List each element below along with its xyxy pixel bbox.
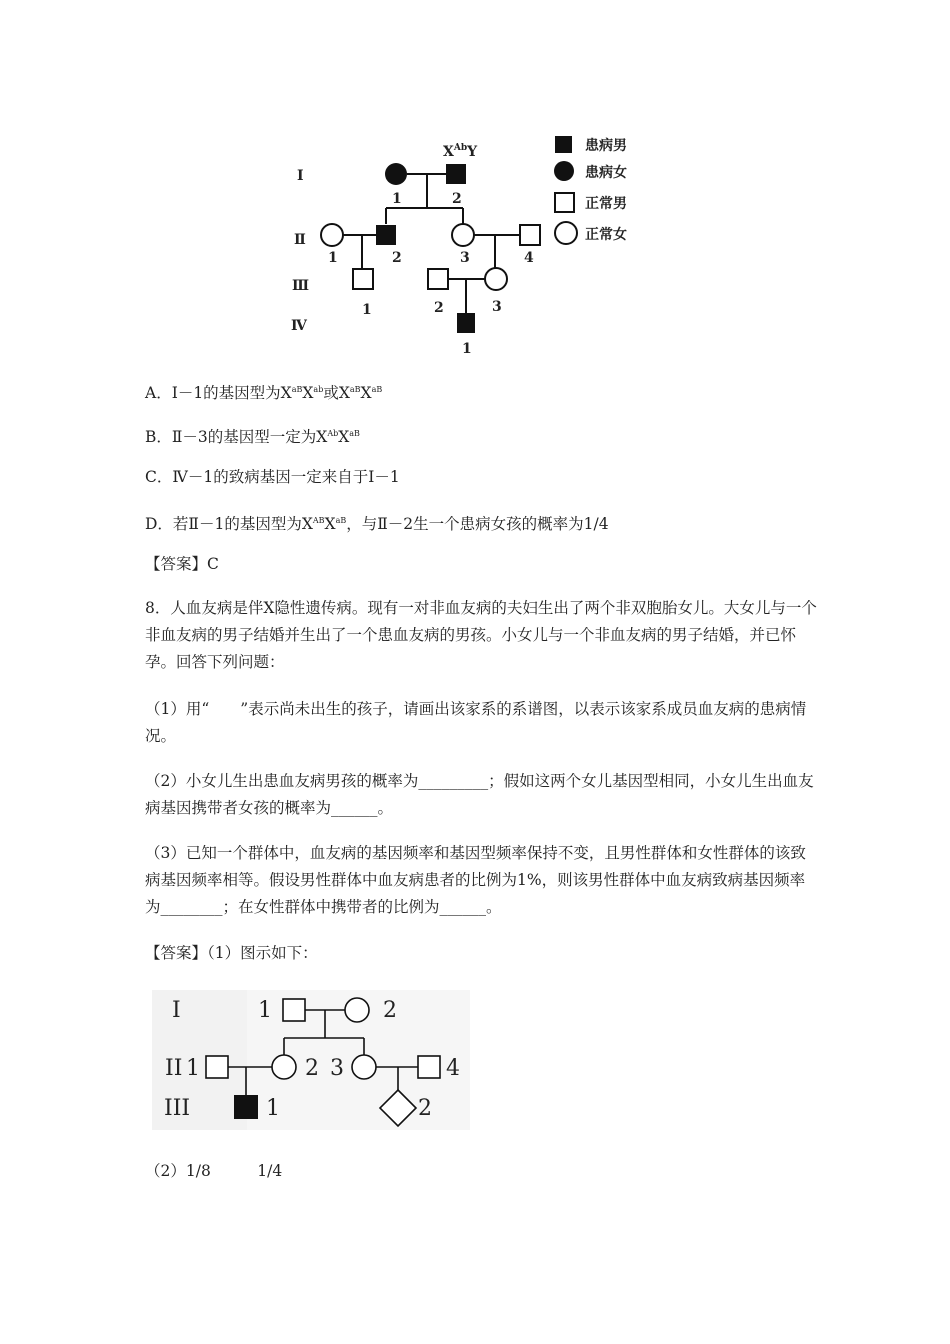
label-II3: 3 bbox=[330, 1056, 344, 1081]
num-I2: 2 bbox=[452, 191, 462, 207]
num-III3: 3 bbox=[492, 299, 502, 315]
question-8-part-1: （1）用“ ”表示尚未出生的孩子，请画出该家系的系谱图，以表示该家系成员血友病的患病情况。 bbox=[145, 700, 807, 745]
legend-normal-female: 正常女 bbox=[585, 227, 627, 243]
gen-label-IV: Ⅳ bbox=[291, 318, 307, 334]
answer-7: 【答案】C bbox=[145, 555, 219, 573]
II-3-normal-female bbox=[452, 224, 474, 246]
II-3-normal-female bbox=[352, 1055, 376, 1079]
I-2-affected-male bbox=[446, 164, 466, 184]
label-III1: 1 bbox=[266, 1096, 280, 1121]
II-4-normal-male bbox=[520, 225, 540, 245]
gen-label-I: I bbox=[297, 168, 304, 184]
question-8-part-2: （2）小女儿生出患血友病男孩的概率为_________；假如这两个女儿基因型相同，小女儿生出血友病基因携带者女孩的概率为______。 bbox=[145, 772, 814, 817]
gen-label-I: I bbox=[172, 998, 181, 1023]
gen-label-III: III bbox=[164, 1096, 191, 1121]
II-2-affected-male bbox=[376, 225, 396, 245]
gen-label-II: II bbox=[165, 1056, 183, 1081]
II-1-normal-female bbox=[321, 224, 343, 246]
gen-label-III: Ⅲ bbox=[292, 278, 310, 294]
II-1-normal-male bbox=[206, 1056, 228, 1078]
legend-affected-female-icon bbox=[554, 161, 574, 181]
I-1-affected-female bbox=[385, 163, 407, 185]
question-8-stem: 8．人血友病是伴X隐性遗传病。现有一对非血友病的夫妇生出了两个非双胞胎女儿。大女儿与一个非血友病的男子结婚并生出了一个患血友病的男孩。小女儿与一个非血友病的男子结婚，并已怀孕。回答下列问题： bbox=[145, 599, 817, 671]
II-2-normal-female bbox=[272, 1055, 296, 1079]
II-4-normal-male bbox=[418, 1056, 440, 1078]
legend-normal-female-icon bbox=[555, 222, 577, 244]
IV-1-affected-male bbox=[457, 313, 475, 333]
legend-affected-female: 患病女 bbox=[585, 165, 627, 181]
genotype-label: $X^{Ab}Y$ bbox=[443, 143, 478, 160]
III-3-normal-female bbox=[485, 268, 507, 290]
label-I2: 2 bbox=[383, 998, 397, 1023]
label-I1: 1 bbox=[258, 998, 272, 1023]
num-III2: 2 bbox=[434, 300, 444, 316]
label-II2: 2 bbox=[305, 1056, 319, 1081]
legend-affected-male-icon bbox=[555, 136, 572, 153]
option-b: B．Ⅱ－3的基因型一定为$X^{Ab}X^{aB}$ bbox=[145, 428, 360, 446]
num-II3: 3 bbox=[460, 250, 470, 266]
label-III2: 2 bbox=[418, 1096, 432, 1121]
label-II4: 4 bbox=[446, 1056, 460, 1081]
question-8-part-3: （3）已知一个群体中，血友病的基因频率和基因型频率保持不变，且男性群体和女性群体的该致病基因频率相等。假设男性群体中血友病患者的比例为1%，则该男性群体中血友病致病基因频率为________；在女性群体中携带者的比例为______。 bbox=[145, 844, 806, 916]
option-d: D．若Ⅱ－1的基因型为$X^{AB}X^{aB}$，与Ⅱ－2生一个患病女孩的概率为1/4 bbox=[145, 515, 609, 533]
III-1-affected-male bbox=[234, 1095, 258, 1119]
answer-8-part-2: （2）1/8 1/4 bbox=[145, 1162, 283, 1180]
option-a: A．Ⅰ－1的基因型为$X^{aB}X^{ab}$或$X^{aB}X^{aB}$ bbox=[145, 384, 383, 402]
legend-affected-male: 患病男 bbox=[585, 138, 627, 154]
answer-8-head: 【答案】（1）图示如下： bbox=[145, 944, 318, 962]
I-2-normal-female bbox=[345, 998, 369, 1022]
III-2-normal-male bbox=[428, 269, 448, 289]
label-II1: 1 bbox=[186, 1056, 200, 1081]
I-1-normal-male bbox=[283, 999, 305, 1021]
III-1-normal-male bbox=[353, 269, 373, 289]
option-c: C．Ⅳ－1的致病基因一定来自于Ⅰ－1 bbox=[145, 468, 400, 486]
legend-normal-male-icon bbox=[555, 193, 574, 212]
num-II4: 4 bbox=[524, 250, 534, 266]
num-II1: 1 bbox=[328, 250, 338, 266]
pedigree-chart-2 bbox=[150, 985, 470, 1135]
legend-normal-male: 正常男 bbox=[585, 196, 627, 212]
num-II2: 2 bbox=[392, 250, 402, 266]
num-III1: 1 bbox=[362, 302, 372, 318]
pedigree-chart-1 bbox=[280, 128, 660, 358]
num-IV1: 1 bbox=[462, 341, 472, 357]
gen-label-II: Ⅱ bbox=[294, 232, 306, 248]
num-I1: 1 bbox=[392, 191, 402, 207]
